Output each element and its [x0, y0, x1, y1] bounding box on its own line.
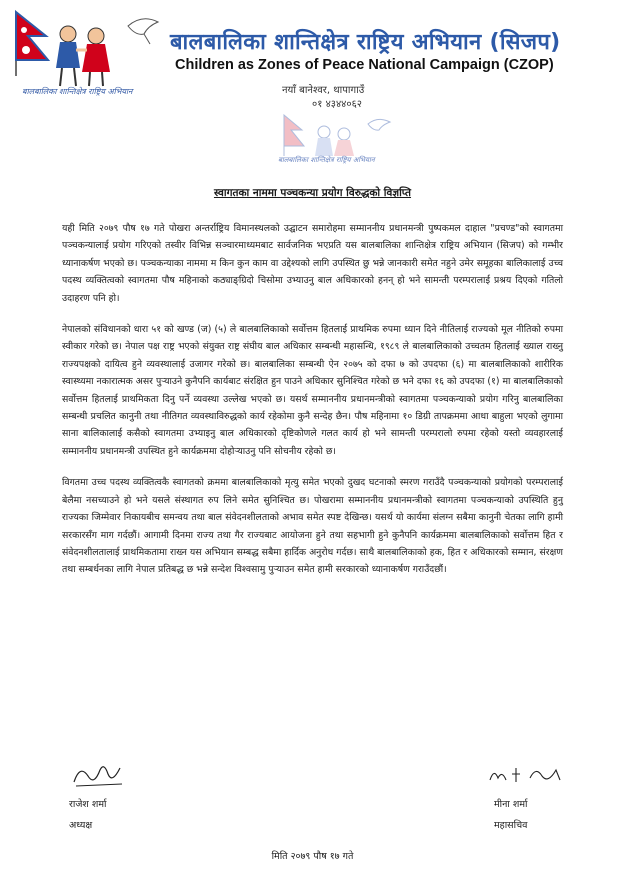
logo-caption: बालबालिका शान्तिक्षेत्र राष्ट्रिय अभियान	[22, 87, 133, 96]
stamp-caption: बालबालिका शान्तिक्षेत्र राष्ट्रिय अभियान	[278, 156, 375, 164]
dove-icon	[128, 19, 158, 44]
signature-left-icon	[70, 760, 126, 790]
campaign-logo-icon	[10, 6, 170, 96]
signature-right-icon	[486, 762, 566, 788]
signatory-name: राजेश शर्मा	[69, 799, 107, 810]
org-phone: ०१ ४३४४०६२	[312, 99, 362, 110]
letterhead	[0, 0, 625, 170]
paragraph: यही मिति २०७९ पौष १७ गते पोखरा अन्तर्राष्ट्रिय विमानस्थलको उद्घाटन समारोहमा सम्माननीय प्रधानमन्त्री पुष्पकमल दाहाल "प्रचण्ड"को स्वागतमा पञ्चकन्यालाई प्रयोग गरिएको तस्वीर विभिन्न सञ्चारमाध्यमबाट सार्वजनिक भएप्रति यस बालबालिका शान्तिक्षेत्र राष्ट्रिय अभियान (सिजप) को गम्भीर ध्यानाकर्षण भएको छ। पञ्चकन्याका नाममा म किन कुन काम वा उद्देश्यको लागि उपस्थित छु भन्ने जानकारी समेत नहुने उमेर समूहका बालिकालाई उच्च पदस्थ व्यक्तित्वको स्वागतमा पौष महिनाको कठ्याङ्ग्रिदो चिसोमा उभ्याउनु बाल अधिकारको हनन् हो भने सामन्ती परम्परालाई प्रश्रय दिएको गतिलो उदाहरण पनि हो।	[62, 223, 563, 304]
issue-date: मिति २०७९ पौष १७ गते	[271, 851, 354, 862]
org-name-nepali: बालबालिका शान्तिक्षेत्र राष्ट्रिय अभियान (सिजप)	[170, 30, 561, 55]
org-name-english: Children as Zones of Peace National Campaign (CZOP)	[175, 57, 554, 73]
signatory-name: मीना शर्मा	[494, 799, 528, 810]
nepal-flag-icon	[16, 12, 48, 76]
notice-body	[62, 220, 563, 593]
notice-subject: स्वागतका नाममा पञ्चकन्या प्रयोग विरुद्धको विज्ञप्ति	[213, 187, 412, 199]
paragraph: नेपालको संविधानको धारा ५१ को खण्ड (ज) (५) ले बालबालिकाको सर्वोत्तम हितलाई प्राथमिक रुपमा ध्यान दिने नीतिलाई राज्यको मूल नीतिको रुपमा स्वीकार गरेको छ। नेपाल पक्ष राष्ट्र भएको संयुक्त राष्ट्र संघीय बाल अधिकार सम्बन्धी महासन्धि, १९८९ ले बालबालिकाको उच्चतम हितलाई ख्याल राख्नु राज्यपक्षको दायित्व हुने व्यवस्थालाई उजागर गरेको छ। बालबालिका सम्बन्धी ऐन २०७५ को दफा ७ को उपदफा (६) मा बालबालिकाको शारीरिक स्वास्थ्यमा नकारात्मक असर पुर्‍याउने कुनैपनि कार्यबाट संरक्षित हुन पाउने अधिकार सुनिश्चित गरेको छ भने दफा १६ को उपदफा (१) मा बालबालिकाको सर्वोत्तम हितलाई प्राथमिकता दिनु पर्ने व्यवस्था उल्लेख भएको छ। यसर्थ सम्माननीय प्रधानमन्त्रीको स्वागतमा पञ्चकन्याको प्रयोग गरिनु बालबालिका सम्बन्धी प्रचलित कानुनी तथा नीतिगत व्यवस्थाविरुद्धको कार्य रहेकोमा कुनै सन्देह छैन। पौष महिनामा १० डिग्री तापक्रममा आधा बाहुला भएको लुगामा साना बालिकालाई कसैको स्वागतमा उभ्याइनु बाल अधिकारको दृष्टिकोणले गलत कार्य हो भने सामन्ती परम्परालो रुपमा रहेको यस्तो व्यवहारलाई सम्माननीय प्रधानमन्त्री उपस्थित हुने कार्यक्रममा दोहोर्‍याउनु पनि सोचनीय रहेको छ।	[62, 324, 563, 457]
signatory-title: अध्यक्ष	[69, 820, 93, 831]
org-address: नयाँ बानेश्वर, थापागाउँ	[282, 85, 365, 96]
signatory-title: महासचिव	[494, 820, 528, 831]
children-icon	[56, 26, 110, 86]
paragraph: विगतमा उच्च पदस्थ व्यक्तित्वकै स्वागतको क्रममा बालबालिकाको मृत्यु समेत भएको दुखद घटनाको स्मरण गराउँदै पञ्चकन्याको प्रयोगको परम्परालाई बेलैमा नसच्याउने हो भने यसले संस्थागत रुप लिने समेत सुनिश्चित छ। पोखरामा सम्माननीय प्रधानमन्त्रीको स्वागतमा पञ्चकन्याको उपस्थिति हुनु राज्यका जिम्मेवार निकायबीच समन्वय तथा बाल संवेदनशीलताको अभाव समेत स्पष्ट देखिन्छ। यसर्थ यो कार्यमा संलग्न सबैमा कानुनी चेतका लागि हामी सरकारसँग माग गर्दछौं। आगामी दिनमा राज्य तथा गैर राज्यबाट आयोजना हुने तथा सहभागी हुने कुनैपनि कार्यक्रममा बालबालिकाको सर्वोत्तम हित र संवेदनशीलतालाई प्राथमिकतामा राख्न यस अभियान सम्बद्ध सबैमा हार्दिक अनुरोध गर्दछ। साथै बालबालिकाको हक, हित र अधिकारको सम्मान, संरक्षण तथा सम्बर्धनका लागि नेपाल प्रतिबद्ध छ भन्ने सन्देश विश्वसामु पुर्‍याउन समेत हामी सरकारको ध्यानाकर्षण गराउँदछौं।	[62, 477, 563, 576]
